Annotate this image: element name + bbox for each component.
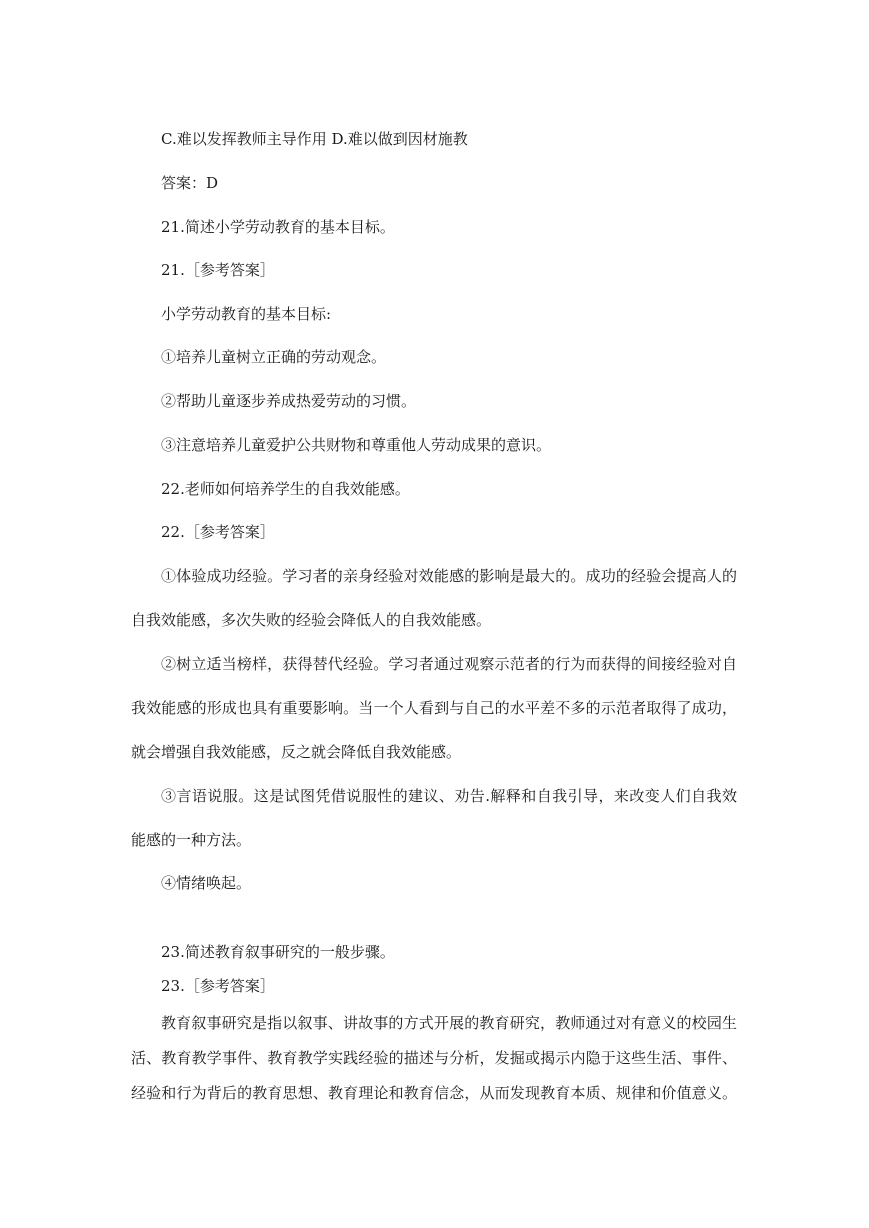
answer-21-point-1: ①培养儿童树立正确的劳动观念。 [161, 348, 387, 366]
answer-22-point-1-line-2: 自我效能感，多次失败的经验会降低人的自我效能感。 [131, 611, 492, 629]
answer-22-point-4: ④情绪唤起。 [161, 874, 252, 892]
answer-23-line-3: 经验和行为背后的教育思想、教育理论和教育信念，从而发现教育本质、规律和价值意义。 [131, 1084, 737, 1102]
answer-21-point-3: ③注意培养儿童爱护公共财物和尊重他人劳动成果的意识。 [161, 436, 552, 454]
reference-answer-23-heading: 23.［参考答案］ [161, 977, 275, 995]
answer-23-line-2: 活、教育教学事件、教育教学实践经验的描述与分析，发掘或揭示内隐于这些生活、事件、 [131, 1049, 737, 1067]
question-22: 22.老师如何培养学生的自我效能感。 [161, 480, 410, 498]
answer-23-line-1: 教育叙事研究是指以叙事、讲故事的方式开展的教育研究，教师通过对有意义的校园生 [161, 1014, 737, 1032]
question-23: 23.简述教育叙事研究的一般步骤。 [161, 943, 395, 961]
answer-22-point-2-line-1: ②树立适当榜样，获得替代经验。学习者通过观察示范者的行为而获得的间接经验对自 [161, 655, 737, 673]
answer-22-point-3-line-2: 能感的一种方法。 [131, 831, 252, 849]
answer-21-intro: 小学劳动教育的基本目标: [161, 305, 332, 323]
answer-21-point-2: ②帮助儿童逐步养成热爱劳动的习惯。 [161, 392, 417, 410]
answer-22-point-1-line-1: ①体验成功经验。学习者的亲身经验对效能感的影响是最大的。成功的经验会提高人的 [161, 567, 737, 585]
question-21: 21.简述小学劳动教育的基本目标。 [161, 218, 395, 236]
option-cd-line: C.难以发挥教师主导作用 D.难以做到因材施教 [161, 130, 468, 148]
answer-22-point-2-line-2: 我效能感的形成也具有重要影响。当一个人看到与自己的水平差不多的示范者取得了成功， [131, 699, 737, 717]
reference-answer-21-heading: 21.［参考答案］ [161, 261, 275, 279]
answer-22-point-2-line-3: 就会增强自我效能感，反之就会降低自我效能感。 [131, 743, 462, 761]
reference-answer-22-heading: 22.［参考答案］ [161, 523, 275, 541]
answer-line: 答案：D [161, 174, 219, 192]
answer-22-point-3-line-1: ③言语说服。这是试图凭借说服性的建议、劝告.解释和自我引导，来改变人们自我效 [161, 787, 737, 805]
